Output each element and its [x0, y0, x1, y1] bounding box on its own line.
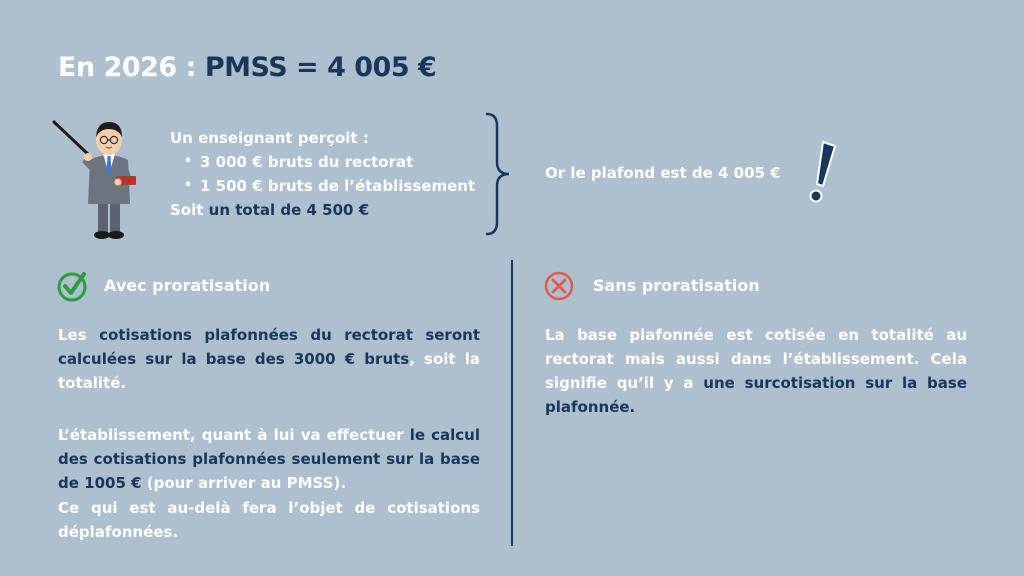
right-paragraph — [545, 323, 967, 419]
cross-circle-icon — [543, 270, 575, 302]
left-paragraph-2 — [58, 423, 480, 495]
text-highlight: cotisations plafonnées du rectorat seront calculées sur la base des 3000 € bruts — [58, 326, 480, 368]
exclamation-icon — [805, 140, 839, 204]
text-highlight: le calcul des cotisations plafonnées seulement sur la base de 1005 € — [58, 426, 481, 492]
teacher-illustration — [52, 110, 142, 240]
intro-list — [170, 150, 475, 198]
plafond-text: Or le plafond est de 4 005 € — [545, 164, 781, 182]
list-item: • 1 500 € bruts de l’établissement — [184, 174, 475, 198]
text-segment: La base plafonnée est cotisée en totalité au rectorat mais aussi dans l’établissement. Cela signifie qu’il y a — [545, 326, 967, 392]
intro-total — [170, 198, 475, 222]
left-heading: Avec proratisation — [104, 276, 271, 295]
text-segment: , soit la totalité. — [58, 350, 480, 392]
total-highlight: un total de 4 500 € — [208, 201, 370, 219]
title-highlight: PMSS = 4 005 € — [204, 52, 437, 83]
text-segment: (pour arriver au PMSS). — [141, 474, 347, 492]
left-paragraph-3: Ce qui est au-delà fera l’objet de cotisations déplafonnées. — [58, 499, 480, 541]
text-segment: L’établissement, quant à lui va effectuer — [58, 426, 410, 444]
intro-block — [170, 126, 475, 222]
text-segment: Les — [58, 326, 100, 344]
title-prefix: En 2026 : — [58, 52, 205, 83]
text-highlight: une surcotisation sur la base plafonnée. — [545, 374, 967, 416]
column-divider — [511, 260, 513, 546]
list-item: • 3 000 € bruts du rectorat — [184, 150, 475, 174]
right-heading: Sans proratisation — [593, 276, 760, 295]
right-brace — [483, 112, 513, 236]
check-circle-icon — [56, 270, 88, 302]
intro-line: Un enseignant perçoit : — [170, 129, 369, 147]
left-paragraph-1 — [58, 323, 480, 395]
page-title — [58, 52, 436, 83]
total-prefix: Soit — [170, 201, 209, 219]
